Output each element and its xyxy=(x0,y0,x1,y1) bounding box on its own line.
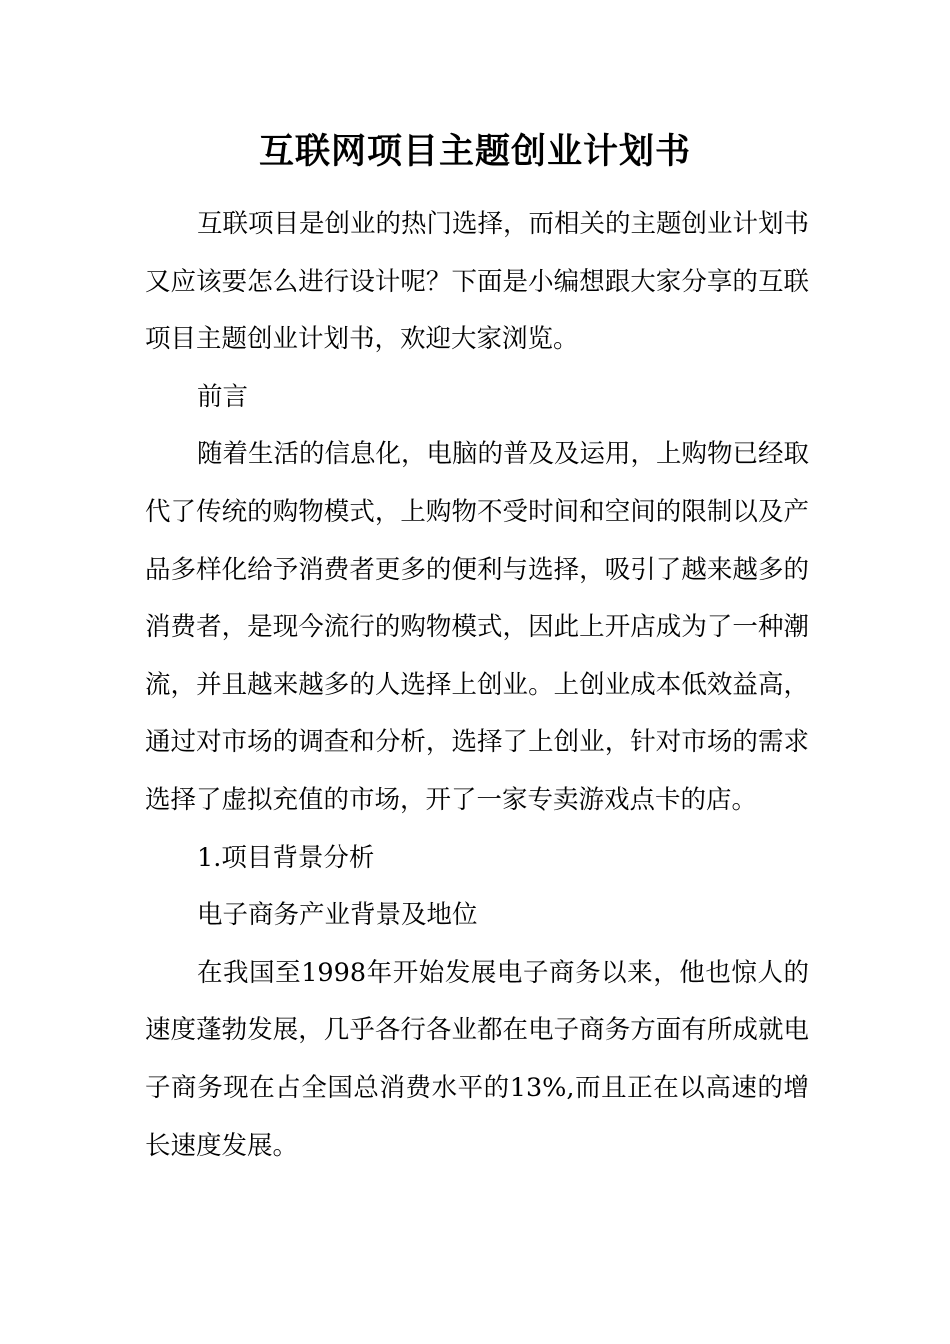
subsection-heading-ecommerce: 电子商务产业背景及地位 xyxy=(197,900,478,931)
intro-paragraph: 互联项目是创业的热门选择，而相关的主题创业计划书又应该要怎么进行设计呢？下面是小编想跟大家分享的互联项目主题创业计划书，欢迎大家浏览。 xyxy=(145,209,810,355)
document-title: 互联网项目主题创业计划书 xyxy=(258,131,691,172)
ecommerce-paragraph: 在我国至1998年开始发展电子商务以来，他也惊人的速度蓬勃发展，几乎各行各业都在电子商务方面有所成就电子商务现在占全国总消费水平的13%,而且正在以高速的增长速度发展。 xyxy=(145,957,809,1161)
preface-paragraph: 随着生活的信息化，电脑的普及及运用，上购物已经取代了传统的购物模式，上购物不受时间和空间的限制以及产品多样化给予消费者更多的便利与选择，吸引了越来越多的消费者，是现今流行的购物模式，因此上开店成为了一种潮流，并且越来越多的人选择上创业。上创业成本低效益高，通过对市场的调查和分析，选择了上创业，针对市场的需求选择了虚拟充值的市场，开了一家专卖游戏点卡的店。 xyxy=(145,439,810,815)
document-body xyxy=(145,196,809,1175)
section-heading-project-background: 1.项目背景分析 xyxy=(197,842,375,873)
preface-heading: 前言 xyxy=(197,381,249,412)
